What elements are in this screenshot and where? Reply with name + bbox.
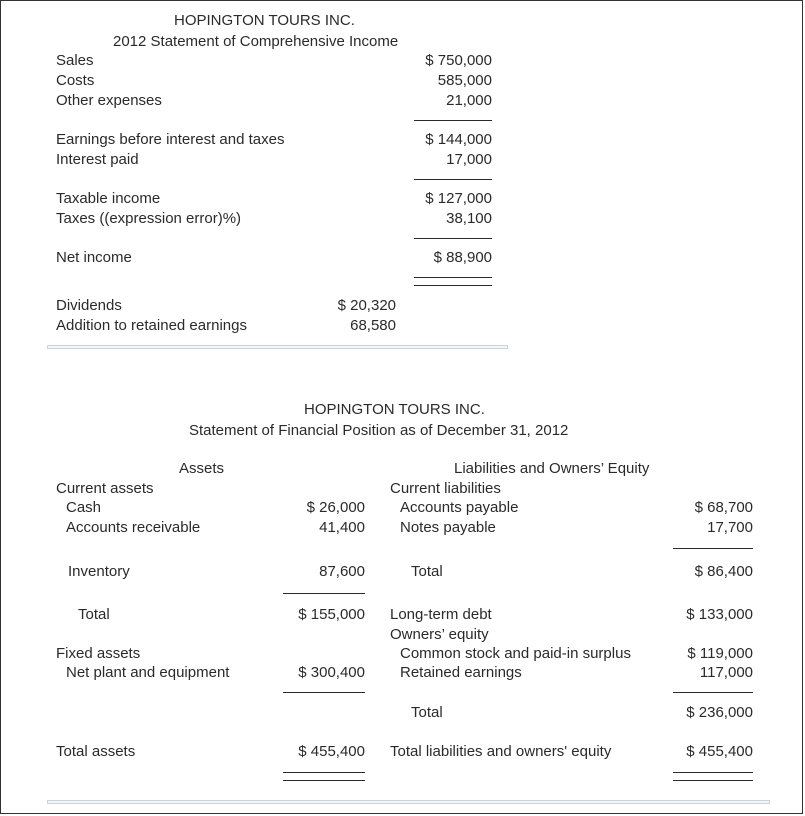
other-expenses-value: 21,000 [446, 92, 492, 109]
total-assets-value: $ 455,400 [298, 743, 365, 760]
common-stock-value: $ 119,000 [687, 645, 753, 662]
current-liabilities-total-label: Total [411, 563, 443, 580]
inventory-value: 87,600 [319, 563, 365, 580]
total-liabilities-equity-label: Total liabilities and owners' equity [390, 743, 612, 760]
long-term-debt-label: Long-term debt [390, 606, 492, 623]
net-plant-label: Net plant and equipment [66, 664, 230, 681]
taxable-income-label: Taxable income [56, 190, 161, 207]
sales-value: $ 750,000 [425, 52, 492, 69]
accounts-receivable-label: Accounts receivable [66, 519, 201, 536]
taxable-income-value: $ 127,000 [425, 190, 492, 207]
liabilities-heading: Liabilities and Owners’ Equity [454, 460, 650, 477]
assets-heading: Assets [179, 460, 225, 477]
costs-value: 585,000 [437, 72, 492, 89]
cash-label: Cash [66, 499, 102, 516]
current-assets-total-value: $ 155,000 [298, 606, 365, 623]
other-expenses-label: Other expenses [56, 92, 162, 109]
retained-earnings-label: Retained earnings [400, 664, 522, 681]
double-underline [414, 285, 492, 286]
costs-label: Costs [56, 72, 95, 89]
retained-earnings-addition-value: 68,580 [350, 317, 396, 334]
taxes-label: Taxes ((expression error)%) [56, 210, 242, 227]
divider [283, 692, 365, 693]
divider [673, 548, 753, 549]
fixed-assets-label: Fixed assets [56, 645, 141, 662]
net-income-label: Net income [56, 249, 132, 266]
taxes-value: 38,100 [446, 210, 492, 227]
equity-total-label: Total [411, 704, 443, 721]
divider [673, 692, 753, 693]
current-liabilities-total-value: $ 86,400 [694, 563, 753, 580]
accounts-receivable-value: 41,400 [319, 519, 365, 536]
dividends-value: $ 20,320 [337, 297, 396, 314]
equity-total-value: $ 236,000 [686, 704, 753, 721]
double-underline [673, 780, 753, 781]
notes-payable-value: 17,700 [707, 519, 753, 536]
accounts-payable-label: Accounts payable [400, 499, 519, 516]
current-assets-total-label: Total [78, 606, 110, 623]
owners-equity-label: Owners’ equity [390, 626, 489, 643]
retained-earnings-value: 117,000 [699, 664, 753, 681]
net-income-value: $ 88,900 [433, 249, 492, 266]
total-liabilities-equity-value: $ 455,400 [686, 743, 753, 760]
divider [414, 120, 492, 121]
cash-value: $ 26,000 [306, 499, 365, 516]
balance-sheet-title: Statement of Financial Position as of December 31, 2012 [189, 422, 569, 439]
interest-paid-value: 17,000 [446, 151, 492, 168]
double-underline [673, 772, 753, 773]
double-underline [283, 780, 365, 781]
net-plant-value: $ 300,400 [298, 664, 365, 681]
double-underline [414, 277, 492, 278]
long-term-debt-value: $ 133,000 [686, 606, 753, 623]
sales-label: Sales [56, 52, 94, 69]
common-stock-label: Common stock and paid-in surplus [400, 645, 631, 662]
current-liabilities-label: Current liabilities [390, 480, 501, 497]
divider [283, 593, 365, 594]
inventory-label: Inventory [68, 563, 130, 580]
double-underline [283, 772, 365, 773]
accounts-payable-value: $ 68,700 [694, 499, 753, 516]
divider [414, 238, 492, 239]
current-assets-label: Current assets [56, 480, 154, 497]
income-company-name: HOPINGTON TOURS INC. [174, 12, 355, 29]
notes-payable-label: Notes payable [400, 519, 496, 536]
balance-company-name: HOPINGTON TOURS INC. [304, 401, 485, 418]
ebit-value: $ 144,000 [425, 131, 492, 148]
section-separator [47, 800, 770, 804]
income-statement-title: 2012 Statement of Comprehensive Income [113, 33, 399, 50]
total-assets-label: Total assets [56, 743, 136, 760]
retained-earnings-addition-label: Addition to retained earnings [56, 317, 247, 334]
divider [414, 179, 492, 180]
dividends-label: Dividends [56, 297, 122, 314]
interest-paid-label: Interest paid [56, 151, 139, 168]
ebit-label: Earnings before interest and taxes [56, 131, 285, 148]
section-separator [47, 345, 508, 349]
